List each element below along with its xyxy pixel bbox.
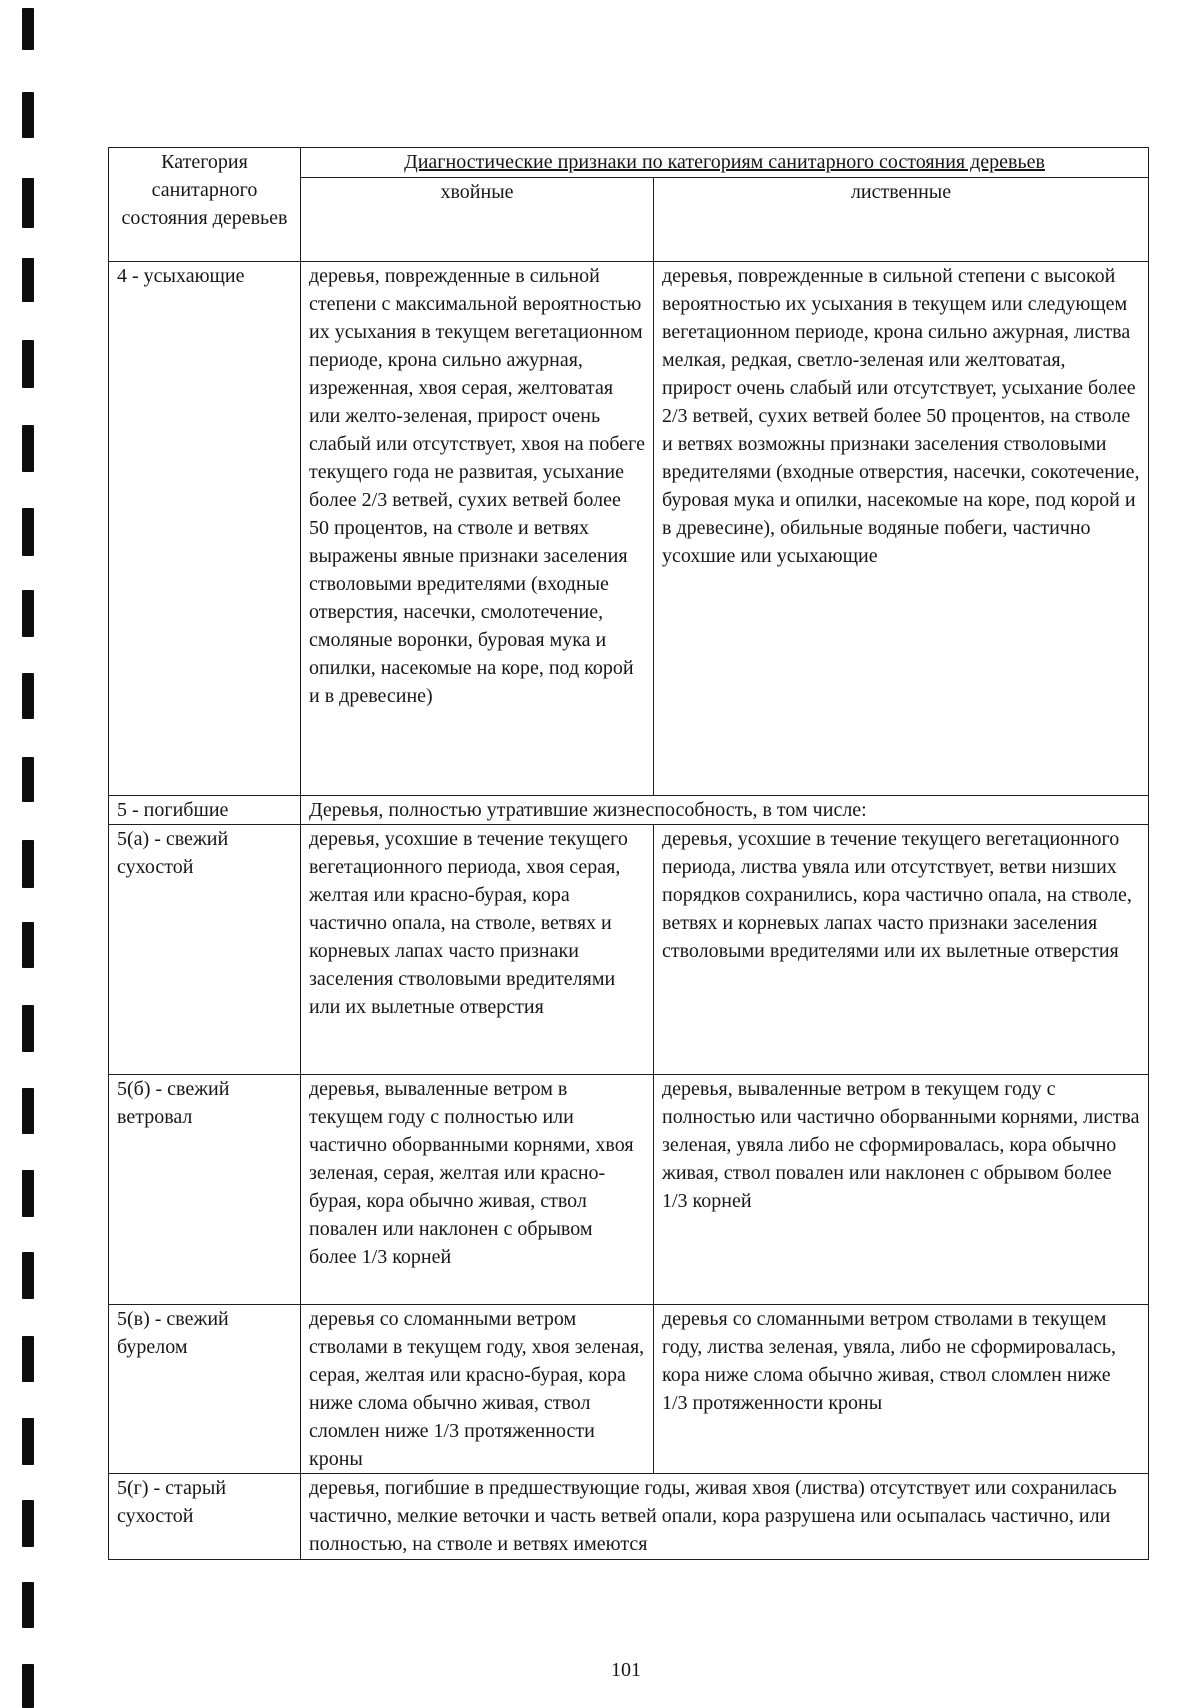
binding-hole <box>22 1170 34 1217</box>
binding-hole <box>22 178 34 228</box>
conifer-cell: деревья со сломанными ветром стволами в текущем году, хвоя зеленая, серая, желтая или красно-бурая, кора ниже слома обычно живая, ствол сломлен ниже 1/3 протяженности кроны <box>301 1305 654 1474</box>
deciduous-cell: деревья со сломанными ветром стволами в текущем году, листва зеленая, увяла, либо не сформировалась, кора ниже слома обычно живая, ствол сломлен ниже 1/3 протяженности кроны <box>654 1305 1149 1474</box>
binding-hole <box>22 508 34 556</box>
table-row <box>109 1474 1149 1560</box>
header-category: Категория санитарного состояния деревьев <box>109 148 301 262</box>
table-row <box>109 1305 1149 1474</box>
binding-hole <box>22 757 34 802</box>
binding-hole <box>22 1005 34 1052</box>
binding-hole <box>22 1088 34 1134</box>
deciduous-cell: деревья, поврежденные в сильной степени с высокой вероятностью их усыхания в текущем или следующем вегетационном периоде, крона сильно ажурная, листва мелкая, редкая, светло-зеленая или желтоватая, прирост очень слабый или отсутствует, усыхание более 2/3 ветвей, сухих ветвей более 50 процентов, на стволе и ветвях возможны признаки заселения стволовыми вредителями (входные отверстия, насечки, сокотечение, буровая мука и опилки, насекомые на коре, под корой и в древесине), обильные водяные побеги, частично усохшие или усыхающие <box>654 262 1149 796</box>
binding-hole <box>22 1418 34 1465</box>
sanitary-state-table <box>108 147 1149 1560</box>
header-deciduous: лиственные <box>654 178 1149 262</box>
header-conifer: хвойные <box>301 178 654 262</box>
binding-hole <box>22 258 34 302</box>
binding-hole <box>22 1582 34 1628</box>
header-diagnostic-text: Диагностические признаки по категориям санитарного состояния деревьев <box>404 151 1045 173</box>
category-cell: 5(а) - свежий сухостой <box>109 825 301 1075</box>
category-cell: 4 - усыхающие <box>109 262 301 796</box>
binding-hole <box>22 673 34 719</box>
binding-hole <box>22 8 34 50</box>
binding-hole <box>22 840 34 888</box>
binding-hole <box>22 590 34 637</box>
binding-hole <box>22 92 34 138</box>
table-row <box>109 262 1149 796</box>
category-cell: 5(б) - свежий ветровал <box>109 1075 301 1305</box>
page-number: 101 <box>611 1659 641 1681</box>
binding-hole <box>22 1500 34 1547</box>
deciduous-cell: деревья, вываленные ветром в текущем году с полностью или частично оборванными корнями, листва зеленая, увяла либо не сформировалась, кора обычно живая, ствол повален или наклонен с обрывом более 1/3 корней <box>654 1075 1149 1305</box>
binding-hole <box>22 1336 34 1382</box>
deciduous-cell: деревья, усохшие в течение текущего вегетационного периода, листва увяла или отсутствует, ветви низших порядков сохранились, кора частично опала, на стволе, ветвях и корневых лапах часто признаки заселения стволовыми вредителями или их вылетные отверстия <box>654 825 1149 1075</box>
conifer-cell: деревья, вываленные ветром в текущем году с полностью или частично оборванными корнями, хвоя зеленая, серая, желтая или красно-бурая, кора обычно живая, ствол повален или наклонен с обрывом более 1/3 корней <box>301 1075 654 1305</box>
binding-hole <box>22 425 34 472</box>
conifer-cell: деревья, поврежденные в сильной степени с максимальной вероятностью их усыхания в текущем вегетационном периоде, крона сильно ажурная, изреженная, хвоя серая, желтоватая или желто-зеленая, прирост очень слабый или отсутствует, хвоя на побеге текущего года не развитая, усыхание более 2/3 ветвей, сухих ветвей более 50 процентов, на стволе и ветвях выражены явные признаки заселения стволовыми вредителями (входные отверстия, насечки, смолотечение, смоляные воронки, буровая мука и опилки, насекомые на коре, под корой и в древесине) <box>301 262 654 796</box>
table-row <box>109 1075 1149 1305</box>
header-diagnostic <box>301 148 1149 178</box>
category-cell: 5(г) - старый сухостой <box>109 1474 301 1560</box>
binding-hole <box>22 922 34 968</box>
table-row <box>109 796 1149 825</box>
binding-holes <box>22 0 36 1708</box>
category-cell: 5 - погибшие <box>109 796 301 825</box>
binding-hole <box>22 340 34 388</box>
merged-description-cell: Деревья, полностью утратившие жизнеспособность, в том числе: <box>301 796 1149 825</box>
conifer-cell: деревья, усохшие в течение текущего вегетационного периода, хвоя серая, желтая или красно-бурая, кора частично опала, на стволе, ветвях и корневых лапах часто признаки заселения стволовыми вредителями или их вылетные отверстия <box>301 825 654 1075</box>
merged-description-cell: деревья, погибшие в предшествующие годы, живая хвоя (листва) отсутствует или сохранилась частично, мелкие веточки и часть ветвей опали, кора разрушена или осыпалась частично, или полностью, на стволе и ветвях имеются <box>301 1474 1149 1560</box>
category-cell: 5(в) - свежий бурелом <box>109 1305 301 1474</box>
table-row <box>109 825 1149 1075</box>
binding-hole <box>22 1252 34 1299</box>
table-header-row <box>109 148 1149 178</box>
